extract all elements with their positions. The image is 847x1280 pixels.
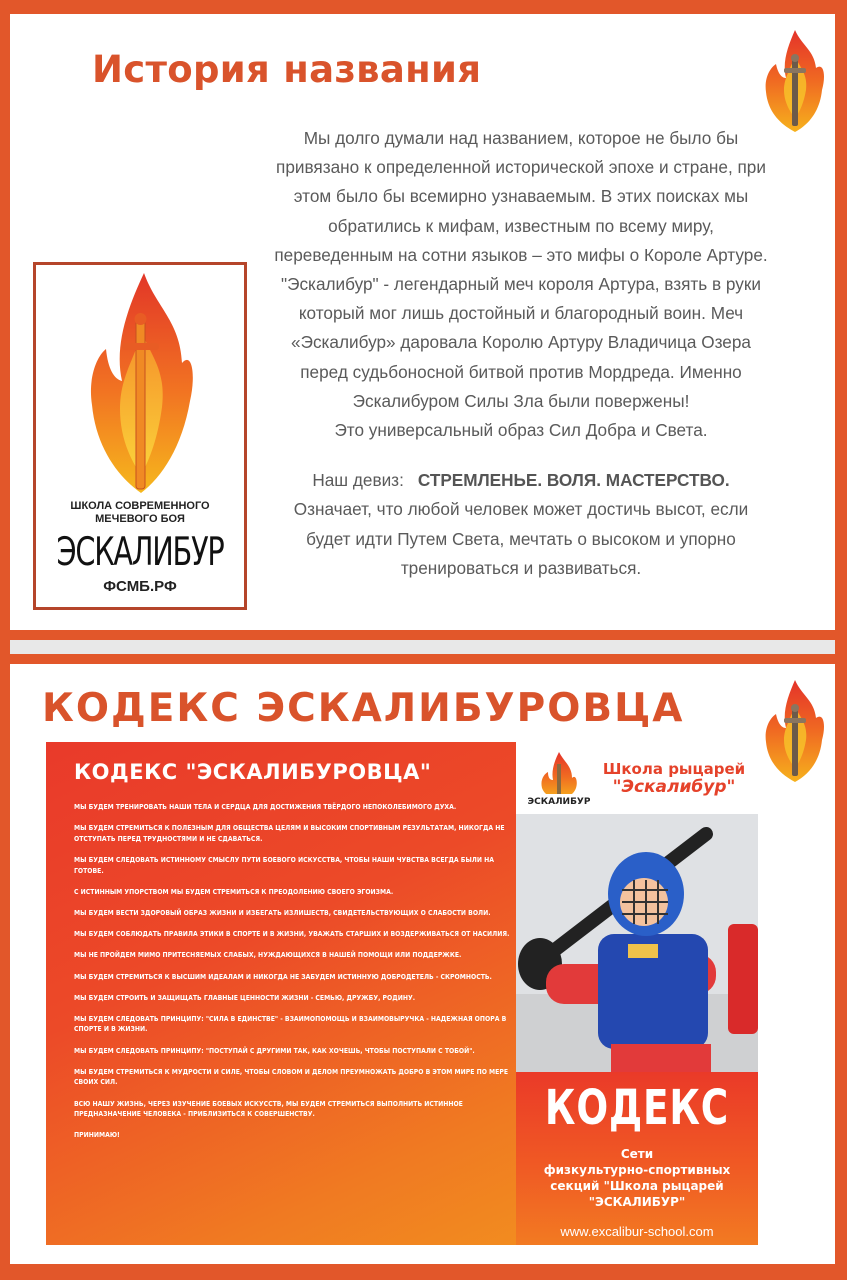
story-line: который мог лишь достойный и благородный воин. Меч — [298, 303, 744, 324]
slide-codex — [10, 664, 835, 1264]
logo-name: ЭСКАЛИБУР — [56, 530, 224, 575]
knight-photo — [516, 814, 758, 1072]
codex-poster-title: КОДЕКС "ЭСКАЛИБУРОВЦА" — [74, 760, 432, 784]
motto-label: Наш девиз: — [312, 470, 404, 491]
motto-line: Означает, что любой человек может достичь высот, если — [293, 499, 749, 520]
kodeks-sub-line: секций "Школа рыцарей — [550, 1179, 724, 1193]
codex-cover — [516, 742, 758, 1245]
story-line: Это универсальный образ Сил Добра и Света. — [334, 420, 708, 441]
codex-item: МЫ БУДЕМ ТРЕНИРОВАТЬ НАШИ ТЕЛА И СЕРДЦА ДЛЯ ДОСТИЖЕНИЯ ТВЁРДОГО НЕПОКОЛЕБИМОГО ДУХА. — [74, 802, 457, 811]
slide-history — [10, 14, 835, 630]
codex-item: МЫ БУДЕМ СТРОИТЬ И ЗАЩИЩАТЬ ГЛАВНЫЕ ЦЕННОСТИ ЖИЗНИ - СЕМЬЮ, ДРУЖБУ, РОДИНУ. — [74, 992, 416, 1002]
school-badge-icon — [528, 750, 590, 808]
badge-text: ЭСКАЛИБУР — [528, 797, 590, 807]
kodeks-title: КОДЕКС — [544, 1080, 730, 1136]
knight-child-illustration — [516, 814, 758, 1072]
codex-item: МЫ БУДЕМ СТРЕМИТЬСЯ К МУДРОСТИ И СИЛЕ, ЧТОБЫ СЛОВОМ И ДЕЛОМ ПРЕУМНОЖАТЬ ДОБРО В ЭТОМ МИРЕ ПО МЕРЕ СВОИХ СИЛ. — [74, 1066, 509, 1087]
school-title-line: "Эскалибур" — [612, 777, 736, 797]
logo-school-text — [36, 500, 244, 526]
cover-footer — [516, 1072, 758, 1245]
flame-sword-icon — [762, 678, 828, 786]
codex-item: ПРИНИМАЮ! — [74, 1130, 120, 1140]
kodeks-subtitle — [516, 1146, 758, 1210]
separator-strip — [10, 640, 835, 654]
motto — [232, 466, 810, 495]
codex-item: МЫ БУДЕМ СТРЕМИТЬСЯ К ВЫСШИМ ИДЕАЛАМ И НИКОГДА НЕ ЗАБУДЕМ ИСТИННУЮ ДОБРОДЕТЕЛЬ - СКРОМНОСТЬ. — [74, 971, 492, 981]
motto-value: СТРЕМЛЕНЬЕ. ВОЛЯ. МАСТЕРСТВО. — [417, 470, 730, 491]
codex-item: МЫ НЕ ПРОЙДЕМ МИМО ПРИТЕСНЯЕМЫХ СЛАБЫХ, НУЖДАЮЩИХСЯ В НАШЕЙ ПОМОЩИ ИЛИ ПОДДЕРЖКЕ. — [74, 950, 462, 960]
history-title: История названия — [92, 48, 482, 91]
codex-item: МЫ БУДЕМ СЛЕДОВАТЬ ПРИНЦИПУ: "СИЛА В ЕДИНСТВЕ" - ВЗАИМОПОМОЩЬ И ВЗАИМОВЫРУЧКА - НАДЕЖНАЯ ОПОРА В СПОРТЕ И В ЖИЗНИ. — [74, 1013, 507, 1034]
story-line: Эскалибуром Силы Зла были повержены! — [352, 390, 690, 411]
story-line: «Эскалибур» даровала Королю Артуру Владичица Озера — [291, 332, 751, 353]
codex-heading: КОДЕКС ЭСКАЛИБУРОВЦА — [42, 686, 685, 731]
codex-item: МЫ БУДЕМ ВЕСТИ ЗДОРОВЫЙ ОБРАЗ ЖИЗНИ И ИЗБЕГАТЬ ИЗЛИШЕСТВ, СВИДЕТЕЛЬСТВУЮЩИХ О СЛАБОСТИ ВОЛИ. — [74, 907, 491, 917]
flame-sword-logo — [86, 271, 196, 497]
codex-list — [74, 802, 519, 1152]
codex-item: МЫ БУДЕМ СОБЛЮДАТЬ ПРАВИЛА ЭТИКИ В СПОРТЕ И В ЖИЗНИ, УВАЖАТЬ СТАРШИХ И ВОЗДЕРЖИВАТЬСЯ ОТ НАСИЛИЯ. — [74, 929, 510, 939]
logo-site: ФСМБ.РФ — [103, 578, 177, 595]
school-title-line: Школа рыцарей — [602, 760, 746, 778]
story-line: этом было бы всемирно узнаваемым. В этих поисках мы — [293, 186, 749, 207]
codex-item: С ИСТИННЫМ УПОРСТВОМ МЫ БУДЕМ СТРЕМИТЬСЯ К ПРЕОДОЛЕНИЮ СВОЕГО ЭГОИЗМА. — [74, 886, 394, 896]
kodeks-sub-line: Сети — [620, 1147, 654, 1161]
story-line: переведенным на сотни языков – это мифы о Короле Артуре. — [274, 244, 768, 265]
school-title — [594, 760, 754, 796]
codex-item: МЫ БУДЕМ СЛЕДОВАТЬ ПРИНЦИПУ: "ПОСТУПАЙ С ДРУГИМИ ТАК, КАК ХОЧЕШЬ, ЧТОБЫ ПОСТУПАЛИ С ТОБОЙ". — [74, 1045, 475, 1055]
story-line: "Эскалибур" - легендарный меч короля Артура, взять в руки — [281, 274, 761, 295]
codex-poster — [46, 742, 758, 1245]
story-line: перед судьбоносной битвой против Мордреда. Именно — [300, 361, 742, 382]
codex-item: МЫ БУДЕМ СЛЕДОВАТЬ ИСТИННОМУ СМЫСЛУ ПУТИ БОЕВОГО ИСКУССТВА, ЧТОБЫ НАШИ ЧУВСТВА ВСЕГДА БЫЛИ НА ГОТОВЕ. — [74, 854, 495, 875]
kodeks-sub-line: "ЭСКАЛИБУР" — [588, 1195, 686, 1209]
logo-school-line: ШКОЛА СОВРЕМЕННОГО — [70, 500, 210, 512]
codex-item: ВСЮ НАШУ ЖИЗНЬ, ЧЕРЕЗ ИЗУЧЕНИЕ БОЕВЫХ ИСКУССТВ, МЫ БУДЕМ СТРЕМИТЬСЯ ВЫПОЛНИТЬ ИСТИННОЕ ПРЕДНАЗНАЧЕНИЕ ЧЕЛОВЕКА - ПРИБЛИЗИТЬСЯ К СОВЕРШЕНСТВУ. — [74, 1098, 463, 1119]
story-line: обратились к мифам, известным по всему миру, — [328, 215, 714, 236]
kodeks-sub-line: физкультурно-спортивных — [543, 1163, 731, 1177]
logo-school-line: МЕЧЕВОГО БОЯ — [95, 513, 185, 525]
story-line: Мы долго думали над названием, которое не было бы — [303, 128, 739, 148]
slide-separator — [0, 630, 847, 664]
motto-line: тренироваться и развиваться. — [400, 557, 642, 578]
motto-line: будет идти Путем Света, мечтать о высоком и упорно — [306, 528, 736, 549]
story-line: привязано к определенной исторической эпохе и стране, при — [276, 157, 766, 178]
school-logo — [33, 262, 247, 610]
codex-item: МЫ БУДЕМ СТРЕМИТЬСЯ К ПОЛЕЗНЫМ ДЛЯ ОБЩЕСТВА ЦЕЛЯМ И ВЫСОКИМ СПОРТИВНЫМ РЕЗУЛЬТАТАМ, НИКОГДА НЕ ОТСТУПАТЬ ПЕРЕД ТРУДНОСТЯМИ И НЕ СДАВАТЬСЯ. — [74, 823, 505, 843]
school-website: www.excalibur-school.com — [560, 1224, 714, 1239]
story-text — [232, 124, 810, 583]
flame-sword-icon — [762, 28, 828, 136]
